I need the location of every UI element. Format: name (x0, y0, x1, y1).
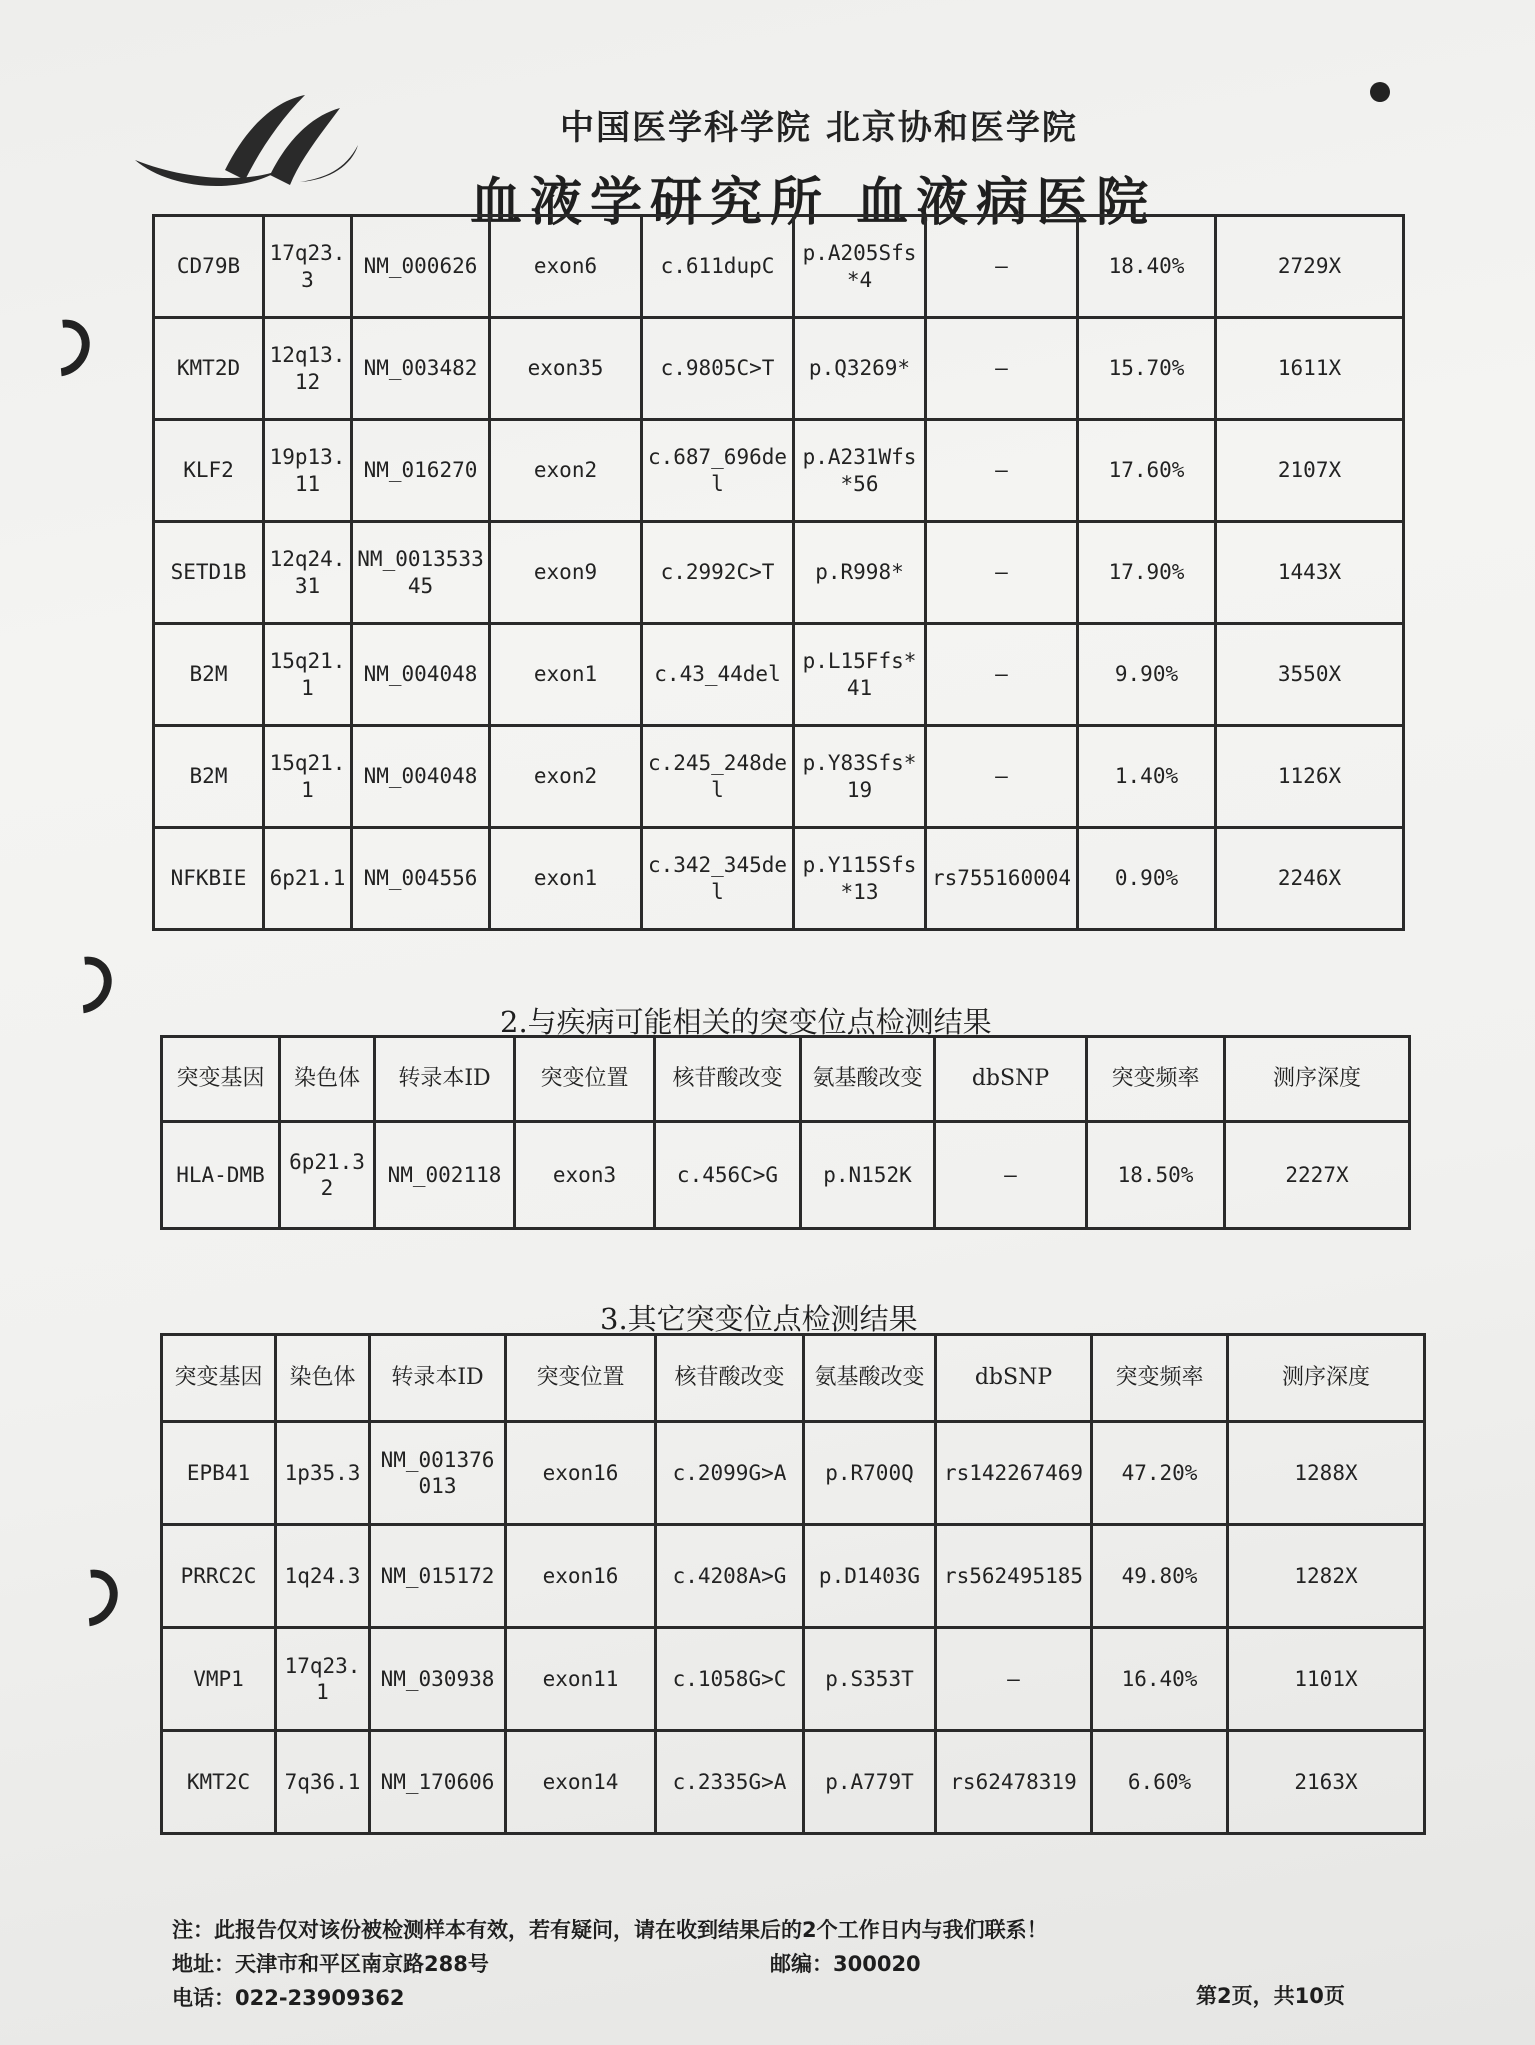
header-frequency: 突变频率 (1087, 1037, 1225, 1122)
exon-cell: exon35 (490, 318, 642, 420)
table-row (154, 726, 1404, 828)
nucleotide-cell: c.2099G>A (656, 1422, 804, 1525)
frequency-cell: 9.90% (1078, 624, 1216, 726)
nucleotide-cell: c.4208A>G (656, 1525, 804, 1628)
header-chromosome: 染色体 (280, 1037, 375, 1122)
exon-cell: exon1 (490, 828, 642, 930)
nucleotide-cell: c.2992C>T (642, 522, 794, 624)
exon-cell: exon2 (490, 726, 642, 828)
header-nucleotide: 核苷酸改变 (655, 1037, 801, 1122)
chromosome-cell: 12q24.31 (264, 522, 352, 624)
depth-cell: 2729X (1216, 216, 1404, 318)
table-row (154, 318, 1404, 420)
table-row (162, 1628, 1425, 1731)
transcript-cell: NM_004556 (352, 828, 490, 930)
punch-hole-mark (45, 945, 123, 1024)
exon-cell: exon1 (490, 624, 642, 726)
section1-mutation-table (152, 214, 1405, 931)
header-nucleotide: 核苷酸改变 (656, 1335, 804, 1422)
table-row (162, 1122, 1410, 1229)
dbsnp-cell: — (926, 420, 1078, 522)
nucleotide-cell: c.245_248del (642, 726, 794, 828)
gene-cell: B2M (154, 624, 264, 726)
depth-cell: 1288X (1228, 1422, 1425, 1525)
institution-name-line2: 血液学研究所 血液病医院 (470, 172, 1157, 233)
chromosome-cell: 15q21.1 (264, 624, 352, 726)
transcript-cell: NM_003482 (352, 318, 490, 420)
amino-acid-cell: p.R700Q (804, 1422, 936, 1525)
header-gene: 突变基因 (162, 1037, 280, 1122)
section3-title: 3.其它突变位点检测结果 (600, 1302, 918, 1336)
depth-cell: 1282X (1228, 1525, 1425, 1628)
header-transcript: 转录本ID (375, 1037, 515, 1122)
page-mark-dot (1370, 82, 1390, 102)
gene-cell: HLA-DMB (162, 1122, 280, 1229)
depth-cell: 1101X (1228, 1628, 1425, 1731)
table-header-row (162, 1037, 1410, 1122)
transcript-cell: NM_001353345 (352, 522, 490, 624)
transcript-cell: NM_002118 (375, 1122, 515, 1229)
nucleotide-cell: c.687_696del (642, 420, 794, 522)
nucleotide-cell: c.1058G>C (656, 1628, 804, 1731)
nucleotide-cell: c.9805C>T (642, 318, 794, 420)
footer-address: 地址：天津市和平区南京路288号 (172, 1952, 489, 1976)
depth-cell: 1443X (1216, 522, 1404, 624)
depth-cell: 1126X (1216, 726, 1404, 828)
dbsnp-cell: rs142267469 (936, 1422, 1092, 1525)
footer-phone: 电话：022-23909362 (172, 1986, 405, 2010)
gene-cell: VMP1 (162, 1628, 276, 1731)
frequency-cell: 1.40% (1078, 726, 1216, 828)
transcript-cell: NM_000626 (352, 216, 490, 318)
institution-name-line1: 中国医学科学院 北京协和医学院 (560, 108, 1078, 148)
frequency-cell: 47.20% (1092, 1422, 1228, 1525)
chromosome-cell: 1q24.3 (276, 1525, 370, 1628)
chromosome-cell: 19p13.11 (264, 420, 352, 522)
header-frequency: 突变频率 (1092, 1335, 1228, 1422)
transcript-cell: NM_170606 (370, 1731, 506, 1834)
footer-postcode: 邮编：300020 (770, 1952, 921, 1976)
gene-cell: B2M (154, 726, 264, 828)
table-row (162, 1422, 1425, 1525)
header-depth: 测序深度 (1228, 1335, 1425, 1422)
nucleotide-cell: c.342_345del (642, 828, 794, 930)
amino-acid-cell: p.Y83Sfs*19 (794, 726, 926, 828)
dbsnp-cell: rs62478319 (936, 1731, 1092, 1834)
gene-cell: EPB41 (162, 1422, 276, 1525)
table-row (154, 522, 1404, 624)
dbsnp-cell: — (926, 216, 1078, 318)
institute-logo (130, 90, 360, 210)
exon-cell: exon14 (506, 1731, 656, 1834)
frequency-cell: 49.80% (1092, 1525, 1228, 1628)
chromosome-cell: 17q23.3 (264, 216, 352, 318)
amino-acid-cell: p.N152K (801, 1122, 935, 1229)
gene-cell: CD79B (154, 216, 264, 318)
chromosome-cell: 12q13.12 (264, 318, 352, 420)
transcript-cell: NM_001376013 (370, 1422, 506, 1525)
nucleotide-cell: c.456C>G (655, 1122, 801, 1229)
amino-acid-cell: p.A205Sfs*4 (794, 216, 926, 318)
chromosome-cell: 7q36.1 (276, 1731, 370, 1834)
amino-acid-cell: p.A231Wfs*56 (794, 420, 926, 522)
dbsnp-cell: rs562495185 (936, 1525, 1092, 1628)
amino-acid-cell: p.D1403G (804, 1525, 936, 1628)
table-row (162, 1731, 1425, 1834)
header-exon: 突变位置 (506, 1335, 656, 1422)
section2-mutation-table (160, 1035, 1411, 1230)
table-header-row (162, 1335, 1425, 1422)
gene-cell: KLF2 (154, 420, 264, 522)
amino-acid-cell: p.S353T (804, 1628, 936, 1731)
table-row (154, 216, 1404, 318)
header-chromosome: 染色体 (276, 1335, 370, 1422)
frequency-cell: 18.50% (1087, 1122, 1225, 1229)
header-depth: 测序深度 (1225, 1037, 1410, 1122)
exon-cell: exon9 (490, 522, 642, 624)
depth-cell: 2163X (1228, 1731, 1425, 1834)
dbsnp-cell: — (935, 1122, 1087, 1229)
transcript-cell: NM_004048 (352, 726, 490, 828)
frequency-cell: 0.90% (1078, 828, 1216, 930)
depth-cell: 3550X (1216, 624, 1404, 726)
depth-cell: 2246X (1216, 828, 1404, 930)
frequency-cell: 16.40% (1092, 1628, 1228, 1731)
gene-cell: SETD1B (154, 522, 264, 624)
nucleotide-cell: c.611dupC (642, 216, 794, 318)
exon-cell: exon16 (506, 1525, 656, 1628)
chromosome-cell: 17q23.1 (276, 1628, 370, 1731)
depth-cell: 2227X (1225, 1122, 1410, 1229)
gene-cell: PRRC2C (162, 1525, 276, 1628)
nucleotide-cell: c.43_44del (642, 624, 794, 726)
transcript-cell: NM_016270 (352, 420, 490, 522)
dbsnp-cell: — (926, 318, 1078, 420)
table-row (154, 624, 1404, 726)
table-row (162, 1525, 1425, 1628)
frequency-cell: 15.70% (1078, 318, 1216, 420)
header-amino-acid: 氨基酸改变 (801, 1037, 935, 1122)
header-dbsnp: dbSNP (936, 1335, 1092, 1422)
chromosome-cell: 15q21.1 (264, 726, 352, 828)
section2-title: 2.与疾病可能相关的突变位点检测结果 (500, 1005, 992, 1039)
section3-mutation-table (160, 1333, 1426, 1835)
dbsnp-cell: — (936, 1628, 1092, 1731)
frequency-cell: 17.90% (1078, 522, 1216, 624)
transcript-cell: NM_030938 (370, 1628, 506, 1731)
frequency-cell: 18.40% (1078, 216, 1216, 318)
table-row (154, 828, 1404, 930)
dbsnp-cell: rs755160004 (926, 828, 1078, 930)
header-dbsnp: dbSNP (935, 1037, 1087, 1122)
depth-cell: 2107X (1216, 420, 1404, 522)
frequency-cell: 6.60% (1092, 1731, 1228, 1834)
exon-cell: exon2 (490, 420, 642, 522)
header-amino-acid: 氨基酸改变 (804, 1335, 936, 1422)
exon-cell: exon6 (490, 216, 642, 318)
depth-cell: 1611X (1216, 318, 1404, 420)
nucleotide-cell: c.2335G>A (656, 1731, 804, 1834)
chromosome-cell: 6p21.1 (264, 828, 352, 930)
table-row (154, 420, 1404, 522)
chromosome-cell: 1p35.3 (276, 1422, 370, 1525)
exon-cell: exon3 (515, 1122, 655, 1229)
transcript-cell: NM_004048 (352, 624, 490, 726)
dbsnp-cell: — (926, 624, 1078, 726)
dbsnp-cell: — (926, 522, 1078, 624)
footer-note: 注：此报告仅对该份被检测样本有效，若有疑问，请在收到结果后的2个工作日内与我们联系！ (172, 1918, 1048, 1942)
transcript-cell: NM_015172 (370, 1525, 506, 1628)
amino-acid-cell: p.Q3269* (794, 318, 926, 420)
header-exon: 突变位置 (515, 1037, 655, 1122)
chromosome-cell: 6p21.32 (280, 1122, 375, 1229)
dbsnp-cell: — (926, 726, 1078, 828)
header-transcript: 转录本ID (370, 1335, 506, 1422)
amino-acid-cell: p.Y115Sfs*13 (794, 828, 926, 930)
punch-hole-mark (51, 1558, 129, 1637)
amino-acid-cell: p.A779T (804, 1731, 936, 1834)
footer-page-info: 第2页，共10页 (1196, 1984, 1345, 2008)
amino-acid-cell: p.R998* (794, 522, 926, 624)
exon-cell: exon11 (506, 1628, 656, 1731)
frequency-cell: 17.60% (1078, 420, 1216, 522)
gene-cell: KMT2C (162, 1731, 276, 1834)
header-gene: 突变基因 (162, 1335, 276, 1422)
amino-acid-cell: p.L15Ffs*41 (794, 624, 926, 726)
exon-cell: exon16 (506, 1422, 656, 1525)
gene-cell: NFKBIE (154, 828, 264, 930)
punch-hole-mark (23, 308, 101, 387)
gene-cell: KMT2D (154, 318, 264, 420)
